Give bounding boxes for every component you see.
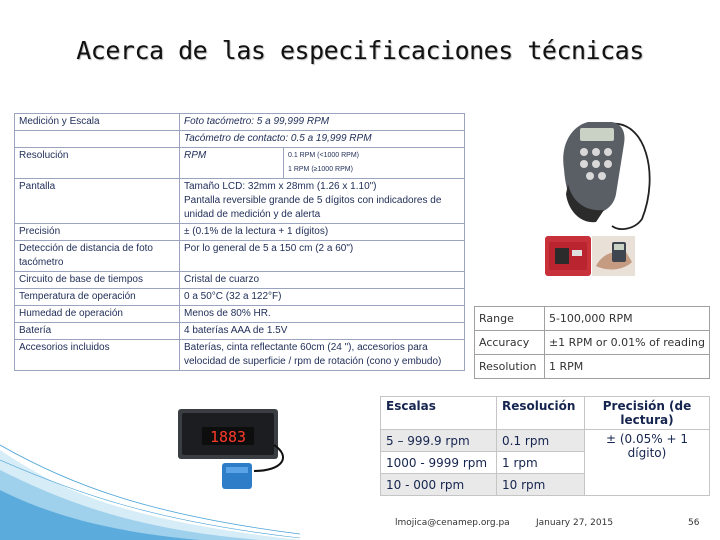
spec-value: Menos de 80% HR.: [180, 306, 465, 323]
footer-date: January 27, 2015: [536, 518, 614, 528]
tachometer-device-image: [550, 114, 660, 232]
spec-value: Baterías, cinta reflectante 60cm (24 "), accesorios para velocidad de superficie / rpm de rotación (cono y embudo): [180, 340, 465, 371]
spec-label: Pantalla: [15, 179, 180, 224]
range-value: 1 RPM: [544, 355, 709, 379]
scale-cell: 1000 - 9999 rpm: [381, 452, 497, 474]
table-row: [475, 355, 710, 379]
spec-label: Temperatura de operación: [15, 289, 180, 306]
spec-value: 0 a 50°C (32 a 122°F): [180, 289, 465, 306]
range-label: Resolution: [475, 355, 545, 379]
hand-held-device-image: [592, 236, 635, 276]
panel-meter-display: 1883: [209, 428, 247, 446]
resolution-cell: 1 rpm: [497, 452, 585, 474]
range-label: Range: [475, 307, 545, 331]
spec-label: Medición y Escala: [15, 114, 180, 131]
precision-cell: ± (0.05% + 1 dígito): [585, 430, 710, 496]
table-row: [475, 307, 710, 331]
table-row: [15, 179, 465, 224]
spec-label: [15, 131, 180, 148]
table-row: [475, 331, 710, 355]
spec-label: Precisión: [15, 224, 180, 241]
resolution-cell: 0.1 rpm: [497, 430, 585, 452]
table-header-row: [381, 397, 710, 430]
table-row: [15, 306, 465, 323]
table-row: [15, 224, 465, 241]
table-row: [15, 131, 465, 148]
spec-value: Tacómetro de contacto: 0.5 a 19,999 RPM: [180, 131, 465, 148]
column-header: Escalas: [381, 397, 497, 430]
column-header: Resolución: [497, 397, 585, 430]
spec-value: Tamaño LCD: 32mm x 28mm (1.26 x 1.10") Pantalla reversible grande de 5 dígitos con indicadores de unidad de medición y de alerta: [180, 179, 465, 224]
spec-value: Por lo general de 5 a 150 cm (2 a 60"): [180, 241, 465, 272]
spec-table: [14, 113, 465, 371]
panel-meter-image: [174, 405, 294, 495]
spec-value: 0.1 RPM (<1000 RPM) 1 RPM (≥1000 RPM): [284, 148, 465, 179]
range-label: Accuracy: [475, 331, 545, 355]
slide-title: Acerca de las especificaciones técnicas: [76, 36, 644, 65]
spec-label: Resolución: [15, 148, 180, 179]
table-row: [15, 148, 465, 179]
range-value: ±1 RPM or 0.01% of reading: [544, 331, 709, 355]
spec-value: Cristal de cuarzo: [180, 272, 465, 289]
table-row: [15, 241, 465, 272]
scales-table: [380, 396, 710, 496]
range-value: 5-100,000 RPM: [544, 307, 709, 331]
spec-label: Accesorios incluidos: [15, 340, 180, 371]
table-row: [15, 272, 465, 289]
spec-value: Foto tacómetro: 5 a 99,999 RPM: [180, 114, 465, 131]
range-table: [474, 306, 710, 379]
spec-value: ± (0.1% de la lectura + 1 dígitos): [180, 224, 465, 241]
spec-label: Humedad de operación: [15, 306, 180, 323]
spec-label: Detección de distancia de foto tacómetro: [15, 241, 180, 272]
table-row: [15, 323, 465, 340]
page-number: 56: [688, 518, 700, 528]
column-header: Precisión (de lectura): [585, 397, 710, 430]
spec-value: 4 baterías AAA de 1.5V: [180, 323, 465, 340]
footer-email: lmojica@cenamep.org.pa: [395, 518, 510, 528]
carrying-case-image: [545, 236, 591, 276]
table-row: [381, 430, 710, 452]
scale-cell: 10 - 000 rpm: [381, 474, 497, 496]
table-row: [15, 114, 465, 131]
table-row: [15, 340, 465, 371]
spec-label: Circuito de base de tiempos: [15, 272, 180, 289]
spec-label: Batería: [15, 323, 180, 340]
table-row: [15, 289, 465, 306]
scale-cell: 5 – 999.9 rpm: [381, 430, 497, 452]
spec-value: RPM: [180, 148, 284, 179]
resolution-cell: 10 rpm: [497, 474, 585, 496]
